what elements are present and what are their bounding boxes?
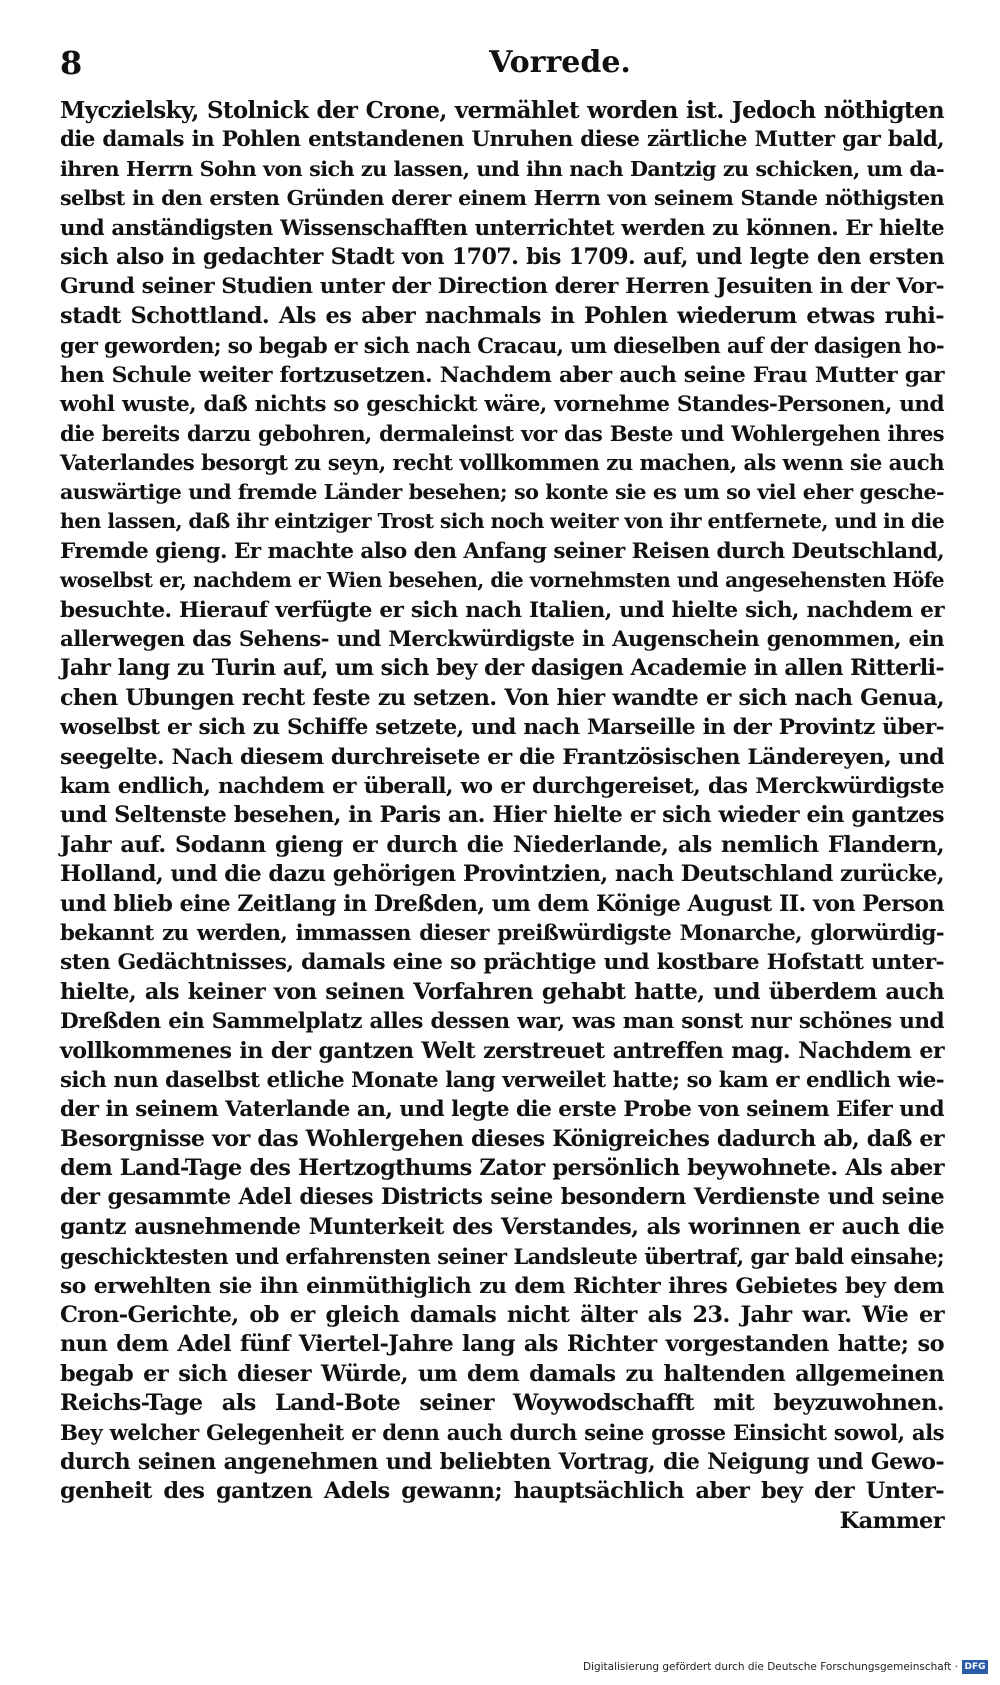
text-line: nun dem Adel fünf Viertel-Jahre lang als Richter vorgestanden hatte; so xyxy=(60,1331,944,1358)
text-line: gantz ausnehmende Munterkeit des Verstandes, als worinnen er auch die xyxy=(60,1213,944,1240)
text-line: vollkommenes in der gantzen Welt zerstreuet antreffen mag. Nachdem er xyxy=(60,1037,944,1064)
page-number: 8 xyxy=(60,44,83,82)
text-line: hen lassen, daß ihr eintziger Trost sich noch weiter von ihr entfernete, und in die xyxy=(60,509,945,534)
footer xyxy=(583,1657,988,1677)
text-line: chen Ubungen recht feste zu setzen. Von hier wandte er sich nach Genua, xyxy=(60,684,944,711)
text-line: Jahr lang zu Turin auf, um sich bey der dasigen Academie in allen Ritterli- xyxy=(60,655,944,682)
text-line: genheit des gantzen Adels gewann; hauptsächlich aber bey der Unter- xyxy=(60,1478,944,1505)
text-line: sten Gedächtnisses, damals eine so prächtige und kostbare Hofstatt unter- xyxy=(60,949,944,976)
text-line: Fremde gieng. Er machte also den Anfang seiner Reisen durch Deutschland, xyxy=(60,538,944,564)
text-line: allerwegen das Sehens- und Merckwürdigste in Augenschein genommen, ein xyxy=(60,627,944,653)
text-line: stadt Schottland. Als es aber nachmals in Pohlen wiederum etwas ruhi- xyxy=(60,302,944,329)
running-head: Vorrede. xyxy=(489,45,631,80)
text-line: durch seinen angenehmen und beliebten Vortrag, die Neigung und Gewo- xyxy=(60,1448,944,1475)
text-line: ihren Herrn Sohn von sich zu lassen, und ihn nach Dantzig zu schicken, um da- xyxy=(60,156,944,181)
text-line: Cron-Gerichte, ob er gleich damals nicht älter als 23. Jahr war. Wie er xyxy=(60,1302,944,1329)
text-line: Jahr auf. Sodann gieng er durch die Niederlande, als nemlich Flandern, xyxy=(60,831,944,858)
text-line: und Seltenste besehen, in Paris an. Hier hielte er sich wieder ein gantzes xyxy=(60,802,944,829)
text-line: der gesammte Adel dieses Districts seine besondern Verdienste und seine xyxy=(60,1184,944,1211)
dfg-logo-icon: DFG xyxy=(962,1660,988,1674)
text-line: Besorgnisse vor das Wohlergehen dieses Königreiches dadurch ab, daß er xyxy=(60,1125,944,1152)
text-line: Dreßden ein Sammelplatz alles dessen war, was man sonst nur schönes und xyxy=(60,1009,944,1035)
text-line: wohl wuste, daß nichts so geschickt wäre, vornehme Standes-Personen, und xyxy=(60,391,944,417)
text-line: geschicktesten und erfahrensten seiner Landsleute übertraf, gar bald einsahe; xyxy=(60,1244,944,1270)
text-line: Myczielsky, Stolnick der Crone, vermählet worden ist. Jedoch nöthigten xyxy=(60,97,944,124)
text-line: die damals in Pohlen entstandenen Unruhen diese zärtliche Mutter gar bald, xyxy=(60,127,944,153)
text-line: woselbst er, nachdem er Wien besehen, die vornehmsten und angesehensten Höfe xyxy=(60,568,944,593)
catchword: Kammer xyxy=(839,1507,944,1534)
text-line: und blieb eine Zeitlang in Dreßden, um dem Könige August II. von Person xyxy=(60,890,944,917)
text-line: die bereits darzu gebohren, dermaleinst vor das Beste und Wohlergehen ihres xyxy=(60,421,944,447)
text-line: bekannt zu werden, immassen dieser preißwürdigste Monarche, glorwürdig- xyxy=(60,920,944,946)
text-line: auswärtige und fremde Länder besehen; so konte sie es um so viel eher gesche- xyxy=(60,480,944,505)
text-line: selbst in den ersten Gründen derer einem Herrn von seinem Stande nöthigsten xyxy=(60,186,944,211)
text-line: Vaterlandes besorgt zu seyn, recht vollkommen zu machen, als wenn sie auch xyxy=(60,450,944,476)
text-line: Reichs-Tage als Land-Bote seiner Woywodschafft mit beyzuwohnen. xyxy=(60,1390,944,1417)
text-line: sich also in gedachter Stadt von 1707. bis 1709. auf, und legte den ersten xyxy=(60,243,944,270)
text-line: woselbst er sich zu Schiffe setzete, und nach Marseille in der Provintz über- xyxy=(60,715,944,741)
text-line: begab er sich dieser Würde, um dem damals zu haltenden allgemeinen xyxy=(60,1360,944,1387)
text-line: Bey welcher Gelegenheit er denn auch durch seine grosse Einsicht sowol, als xyxy=(60,1420,944,1446)
text-line: und anständigsten Wissenschafften unterrichtet werden zu können. Er hielte xyxy=(60,215,944,241)
text-line: besuchte. Hierauf verfügte er sich nach Italien, und hielte sich, nachdem er xyxy=(60,597,944,623)
text-line: seegelte. Nach diesem durchreisete er die Frantzösischen Ländereyen, und xyxy=(60,743,944,770)
body-text xyxy=(60,96,944,1536)
text-line: hen Schule weiter fortzusetzen. Nachdem aber auch seine Frau Mutter gar xyxy=(60,361,944,388)
text-line: Holland, und die dazu gehörigen Provintzien, nach Deutschland zurücke, xyxy=(60,861,944,888)
text-line: der in seinem Vaterlande an, und legte die erste Probe von seinem Eifer und xyxy=(60,1097,944,1123)
text-line: dem Land-Tage des Hertzogthums Zator persönlich beywohnete. Als aber xyxy=(60,1155,944,1182)
digitization-credit: Digitalisierung gefördert durch die Deutsche Forschungsgemeinschaft · xyxy=(582,1661,958,1673)
text-line: kam endlich, nachdem er überall, wo er durchgereiset, das Merckwürdigste xyxy=(60,773,944,799)
text-line: ger geworden; so begab er sich nach Cracau, um dieselben auf der dasigen ho- xyxy=(60,333,944,359)
page-header xyxy=(60,38,960,88)
text-line: hielte, als keiner von seinen Vorfahren gehabt hatte, und überdem auch xyxy=(60,978,944,1005)
text-line: Grund seiner Studien unter der Direction derer Herren Jesuiten in der Vor- xyxy=(60,273,944,300)
text-line: sich nun daselbst etliche Monate lang verweilet hatte; so kam er endlich wie- xyxy=(60,1067,944,1093)
text-line: so erwehlten sie ihn einmüthiglich zu dem Richter ihres Gebietes bey dem xyxy=(60,1272,944,1299)
